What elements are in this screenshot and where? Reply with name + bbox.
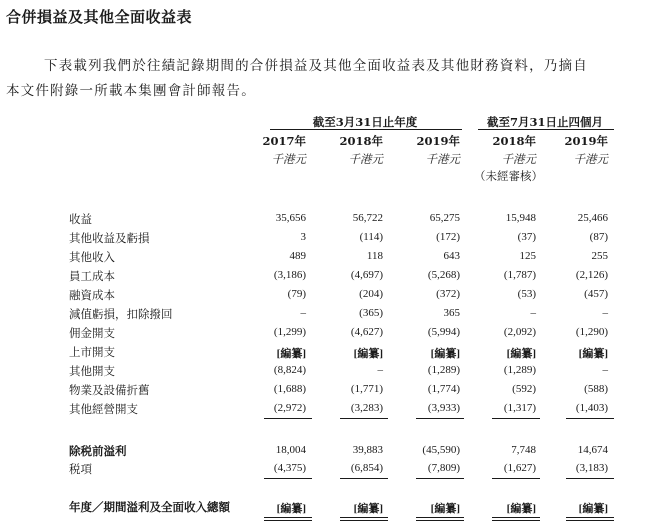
cell-value: –	[377, 364, 383, 376]
year-header: 2017年	[262, 134, 306, 148]
group-header-period: 截至7月31日止四個月	[486, 115, 603, 129]
cell-value: (172)	[436, 231, 460, 243]
cell-value: 7,748	[511, 444, 536, 456]
cell-value: (3,283)	[350, 402, 383, 414]
cell-value: (87)	[589, 231, 608, 243]
cell-value: (1,289)	[503, 364, 536, 376]
total-double-rule	[566, 517, 614, 521]
group-header-rule	[478, 129, 614, 130]
group-header-rule	[270, 129, 462, 130]
cell-value-redacted: [編纂]	[430, 503, 460, 515]
cell-value: (4,375)	[273, 462, 306, 474]
cell-value: (4,627)	[350, 326, 383, 338]
cell-value: (8,824)	[273, 364, 306, 376]
cell-value: 255	[591, 250, 608, 262]
cell-value: 39,883	[352, 444, 383, 456]
cell-value: (1,299)	[273, 326, 306, 338]
cell-value: 14,674	[577, 444, 608, 456]
cell-value: 365	[443, 307, 460, 319]
cell-value: (79)	[287, 288, 306, 300]
cell-value: –	[530, 307, 536, 319]
cell-value: (1,688)	[273, 383, 306, 395]
unaudited-note: （未經審核）	[474, 169, 543, 183]
cell-value: (1,627)	[503, 462, 536, 474]
subtotal-rule	[264, 418, 312, 419]
cell-value-redacted: [編纂]	[506, 503, 536, 515]
cell-value: (1,290)	[575, 326, 608, 338]
subtotal-rule	[492, 418, 540, 419]
row-label: 其他收益及虧損	[69, 231, 150, 245]
cell-value-redacted: [編纂]	[578, 348, 608, 360]
subtotal-rule	[340, 478, 388, 479]
row-label: 税項	[69, 462, 92, 476]
row-label: 除税前溢利	[69, 444, 127, 458]
cell-value: (1,289)	[427, 364, 460, 376]
cell-value: (592)	[512, 383, 536, 395]
subtotal-rule	[566, 418, 614, 419]
cell-value: 15,948	[505, 212, 536, 224]
cell-value: 125	[519, 250, 536, 262]
year-header: 2019年	[564, 134, 608, 148]
cell-value: (53)	[517, 288, 536, 300]
year-header: 2018年	[492, 134, 536, 148]
cell-value: (2,972)	[273, 402, 306, 414]
cell-value-redacted: [編纂]	[353, 503, 383, 515]
cell-value: (3,933)	[427, 402, 460, 414]
unit-header: 千港元	[271, 152, 306, 166]
cell-value: (1,787)	[503, 269, 536, 281]
unit-header: 千港元	[501, 152, 536, 166]
cell-value-redacted: [編纂]	[578, 503, 608, 515]
cell-value: (1,774)	[427, 383, 460, 395]
row-label: 物業及設備折舊	[69, 383, 150, 397]
row-label: 融資成本	[69, 288, 115, 302]
cell-value: (365)	[359, 307, 383, 319]
total-double-rule	[340, 517, 388, 521]
cell-value: (37)	[517, 231, 536, 243]
subtotal-rule	[264, 478, 312, 479]
unit-header: 千港元	[425, 152, 460, 166]
cell-value: 65,275	[429, 212, 460, 224]
cell-value: 35,656	[275, 212, 306, 224]
cell-value: 489	[289, 250, 306, 262]
row-label: 上市開支	[69, 345, 115, 359]
cell-value: (1,771)	[350, 383, 383, 395]
subtotal-rule	[416, 418, 464, 419]
cell-value: (457)	[584, 288, 608, 300]
cell-value: –	[602, 364, 608, 376]
total-double-rule	[264, 517, 312, 521]
subtotal-rule	[492, 478, 540, 479]
cell-value: (5,994)	[427, 326, 460, 338]
row-label: 減值虧損，扣除撥回	[69, 307, 173, 321]
cell-value: 643	[443, 250, 460, 262]
row-label: 收益	[69, 212, 92, 226]
subtotal-rule	[416, 478, 464, 479]
cell-value: (114)	[359, 231, 383, 243]
cell-value: (7,809)	[427, 462, 460, 474]
cell-value: (1,317)	[503, 402, 536, 414]
cell-value: (4,697)	[350, 269, 383, 281]
unit-header: 千港元	[348, 152, 383, 166]
row-label: 年度／期間溢利及全面收入總額	[69, 500, 230, 514]
cell-value: –	[602, 307, 608, 319]
cell-value: (1,403)	[575, 402, 608, 414]
cell-value: 18,004	[275, 444, 306, 456]
subtotal-rule	[566, 478, 614, 479]
row-label: 佣金開支	[69, 326, 115, 340]
cell-value-redacted: [編纂]	[276, 503, 306, 515]
row-label: 其他經營開支	[69, 402, 138, 416]
cell-value: (3,186)	[273, 269, 306, 281]
total-double-rule	[492, 517, 540, 521]
cell-value: 118	[366, 250, 383, 262]
row-label: 員工成本	[69, 269, 115, 283]
cell-value-redacted: [編纂]	[276, 348, 306, 360]
cell-value: (5,268)	[427, 269, 460, 281]
cell-value-redacted: [編纂]	[506, 348, 536, 360]
cell-value: (2,092)	[503, 326, 536, 338]
row-label: 其他收入	[69, 250, 115, 264]
cell-value: (204)	[359, 288, 383, 300]
cell-value: 25,466	[577, 212, 608, 224]
cell-value: (2,126)	[575, 269, 608, 281]
intro-line-1: 下表載列我們於往績記錄期間的合併損益及其他全面收益表及其他財務資料，乃摘自	[44, 58, 588, 74]
unit-header: 千港元	[573, 152, 608, 166]
cell-value: (45,590)	[422, 444, 460, 456]
group-header-year: 截至3月31日止年度	[312, 115, 418, 129]
cell-value: (372)	[436, 288, 460, 300]
year-header: 2019年	[416, 134, 460, 148]
row-label: 其他開支	[69, 364, 115, 378]
subtotal-rule	[340, 418, 388, 419]
cell-value: –	[300, 307, 306, 319]
intro-line-2: 本文件附錄一所載本集團會計師報告。	[6, 83, 256, 99]
cell-value: (6,854)	[350, 462, 383, 474]
cell-value: 3	[300, 231, 306, 243]
cell-value-redacted: [編纂]	[430, 348, 460, 360]
year-header: 2018年	[339, 134, 383, 148]
cell-value-redacted: [編纂]	[353, 348, 383, 360]
cell-value: 56,722	[352, 212, 383, 224]
total-double-rule	[416, 517, 464, 521]
cell-value: (3,183)	[575, 462, 608, 474]
page-title: 合併損益及其他全面收益表	[6, 8, 193, 26]
cell-value: (588)	[584, 383, 608, 395]
